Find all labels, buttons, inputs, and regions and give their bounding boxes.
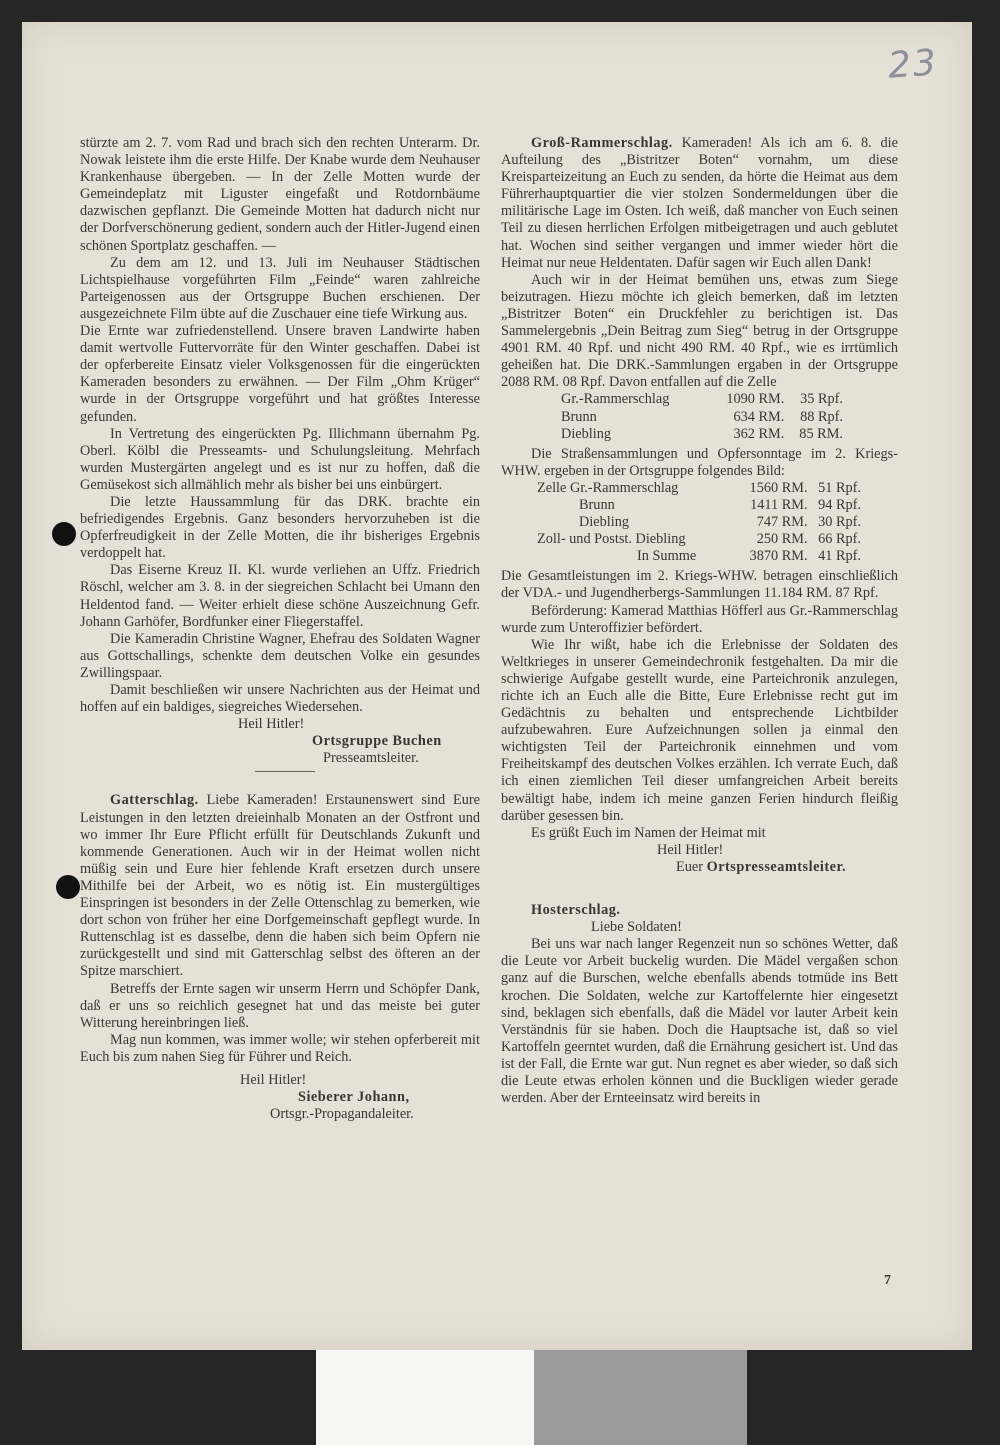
article-paragraph: Zu dem am 12. und 13. Juli im Neuhauser Städtischen Lichtspielhause vorgeführten Film „Feinde“ waren zahlreiche Parteigenossen aus der Ortsgruppe Buchen erschienen. Der ausgezeichnete Film übte auf die Zuschauer eine tiefe Wirkung aus. — [80, 254, 480, 322]
signature-title: Presseamtsleiter. — [323, 750, 419, 767]
signature-name: Ortsgruppe Buchen — [312, 733, 442, 750]
table-row — [537, 531, 861, 548]
table-cell-rpf: 30 Rpf. — [818, 514, 861, 531]
signature-line — [501, 859, 898, 876]
table-cell-rm: 747 RM. — [756, 514, 808, 531]
article-paragraph: Bei uns war nach langer Regenzeit nun so schönes Wetter, daß die Leute vor Arbeit buckelig wurden. Die Mädel vergaßen schon ganz auf die Burschen, welche ebenfalls abends totmüde ins Bett krochen. Die Soldaten, welche zur Kartoffelernte hier eingesetzt sind, beklagen sich ebenfalls, daß die Mädel vor lauter Arbeit kein Verständnis für sie haben. Doch die Hauptsache ist, daß so viel Kartoffeln geerntet wurden, daß die Ernährung gesichert ist. Und das ist der Fall, die Ernte war gut. Nun regnet es aber wieder, so daß sich die Leute etwas erholen können und die Buckligen wieder gerade werden. Aber der Ernteeinsatz wird bereits in — [501, 936, 898, 1107]
table-cell-rpf: 66 Rpf. — [818, 531, 861, 548]
article-paragraph: Die Ernte war zufriedenstellend. Unsere braven Landwirte haben damit wertvolle Futtervorräte für den Winter geschaffen. Dabei ist der opferbereite Einsatz vieler Volksgenossen für die eingerückten Kameraden besonders zu erwähnen. — Der Film „Ohm Krüger“ wurde in der Ortsgruppe vorgeführt und hat größtes Interesse gefunden. — [80, 323, 480, 425]
table-cell-label: Gr.-Rammerschlag — [561, 391, 670, 408]
table-cell-rm: 1411 RM. — [750, 496, 808, 513]
page-number: 7 — [884, 1273, 891, 1288]
whw-collection-table — [537, 480, 861, 565]
article-paragraph: Liebe Kameraden! Erstaunenswert sind Eure Leistungen in den letzten dreieinhalb Monaten an der Ostfront und wo immer Ihr Eure Pflicht erfüllt für Deutschlands Zukunft und kommende Generationen. Auch wir in der Heimat wollen nicht müßig sein und Eure hier fehlende Kraft ersetzen durch unsere Mithilfe bei der Arbeit, wo es nötig ist. Ein mustergültiges Einspringen ist besonders in der Zelle Ottenschlag zu bemerken, wie dort schon von früher her eine Dorfgemeinschaft gepflegt wurde. In Ruttenschlag ist es dasselbe, denn die haben sich beim Opfern nie zurückgestellt und sind mit Gatterschlag selbst des öfteren an der Spitze marschiert. — [80, 792, 480, 980]
signature-greeting: Heil Hitler! — [240, 1071, 307, 1088]
signature-prefix: Euer — [676, 858, 703, 875]
table-row — [537, 514, 861, 531]
salutation: Liebe Soldaten! — [591, 919, 682, 936]
section-divider — [255, 771, 315, 772]
article-paragraph: In Vertretung des eingerückten Pg. Illichmann übernahm Pg. Oberl. Kölbl die Presseamts- und Schulungsleitung. Mehrfach wurden Mustergärten angelegt und es ist nur zu hoffen, daß die Gemüsekost sich allmählich mehr als bisher bei uns einbürgert. — [80, 425, 480, 493]
article-paragraph: Damit beschließen wir unsere Nachrichten aus der Heimat und hoffen auf ein baldiges, siegreiches Wiedersehen. — [80, 682, 480, 716]
table-cell-rm: 3870 RM. — [749, 548, 808, 565]
table-row — [561, 426, 843, 443]
article-paragraph: stürzte am 2. 7. vom Rad und brach sich den rechten Unterarm. Dr. Nowak leistete ihm die erste Hilfe. Der Knabe wurde dem Neuhauser Krankenhause übergeben. — In der Zelle Motten wurde der Gemeindeplatz mit Liguster eingefaßt und Rotdornbäume dazwischen gepflanzt. Die Gemeinde Motten hat dadurch nicht nur der Dorfverschönerung gedient, sondern auch der Hitler-Jugend einen schönen Sportplatz geschaffen. — — [80, 135, 480, 254]
handwritten-page-number: 23 — [886, 42, 940, 87]
article-paragraph: Es grüßt Euch im Namen der Heimat mit — [531, 824, 766, 841]
table-row — [561, 391, 843, 408]
table-row-total — [537, 548, 861, 565]
table-cell-label: Brunn — [579, 496, 615, 513]
section-heading: Gatterschlag. — [110, 792, 199, 809]
table-cell-rpf: 41 Rpf. — [818, 548, 861, 565]
section-heading: Groß-Rammerschlag. — [531, 135, 673, 151]
table-cell-rpf: 35 Rpf. — [800, 391, 843, 408]
table-cell-rpf: 51 Rpf. — [818, 479, 861, 496]
left-column — [80, 135, 480, 1123]
signature-name: Sieberer Johann, — [298, 1089, 410, 1106]
signature-title: Ortsgr.-Propagandaleiter. — [270, 1106, 414, 1123]
drk-collection-table — [561, 391, 843, 442]
article-paragraph: Die Straßensammlungen und Opfersonntage im 2. Kriegs-WHW. ergeben in der Ortsgruppe folgendes Bild: — [501, 445, 898, 479]
right-column — [501, 135, 898, 1107]
table-cell-rm: 634 RM. — [733, 408, 785, 425]
table-cell-rpf: 88 Rpf. — [800, 408, 843, 425]
table-cell-label: Brunn — [561, 408, 597, 425]
article-paragraph: Die Gesamtleistungen im 2. Kriegs-WHW. betragen einschließlich der VDA.- und Jugendherbergs-Sammlungen 11.184 RM. 87 Rpf. — [501, 568, 898, 602]
calibration-card-white — [316, 1350, 534, 1445]
article-paragraph: Kameraden! Als ich am 6. 8. die Aufteilung des „Bistritzer Boten“ vornahm, um diese Kreisparteizeitung an Euch zu senden, da hörte die Heimat aus dem Führerhauptquartier die vier stolzen Sondermeldungen über die militärische Lage im Osten. Ich weiß, daß mancher von Euch seinen Teil zu diesen herrlichen Erfolgen mitbeigetragen und auch geblutet hat. Wochen sind seither vergangen und immer wieder hört die Heimat nur neue Heldentaten. Dafür sagen wir Euch allen Dank! — [501, 135, 898, 271]
punch-hole — [52, 522, 76, 546]
table-cell-rm: 362 RM. — [733, 425, 785, 442]
article-paragraph: Betreffs der Ernte sagen wir unserm Herrn und Schöpfer Dank, daß er uns so reichlich gesegnet hat und das meiste bei guter Witterung hereinbringen ließ. — [80, 980, 480, 1031]
table-cell-label: Diebling — [579, 514, 630, 531]
calibration-card-gray — [534, 1350, 747, 1445]
table-cell-label: Zoll- und Postst. Diebling — [537, 531, 686, 548]
punch-hole — [56, 875, 80, 899]
article-paragraph: Wie Ihr wißt, habe ich die Erlebnisse der Soldaten des Weltkrieges in unserer Gemeindechronik festgehalten. Da mir die schwierige Aufgabe gestellt wurde, eine Parteichronik anzulegen, richte ich an Euch alle die Bitte, Eure Erlebnisse recht gut im Gedächtnis zu behalten und entsprechende Lichtbilder aufzubewahren. Eure Aufzeichnungen sollen ja einmal den wichtigsten Teil der Parteichronik einnehmen und vom Freiheitskampf des deutschen Volkes erzählen. Ich verrate Euch, daß ich einen ziemlichen Teil dieser umfangreichen Arbeit bereits bewältigt habe, indem ich meine ganzen Ferien hindurch fleißig darüber gesessen bin. — [501, 636, 898, 824]
table-row — [537, 480, 861, 497]
article-paragraph: Das Eiserne Kreuz II. Kl. wurde verliehen an Uffz. Friedrich Röschl, welcher am 3. 8. in der siegreichen Schlacht bei Umann den Heldentod fand. — Weiter erhielt diese schöne Auszeichnung Gefr. Johann Garhöfer, Bordfunker einer Fliegerstaffel. — [80, 562, 480, 630]
table-row — [537, 497, 861, 514]
article-paragraph: Beförderung: Kamerad Matthias Höfferl aus Gr.-Rammerschlag wurde zum Unteroffizier befördert. — [501, 602, 898, 636]
table-cell-rm: 1090 RM. — [726, 391, 785, 408]
table-cell-rpf: 94 Rpf. — [818, 496, 861, 513]
signature-title: Ortspresseamtsleiter. — [706, 858, 847, 875]
signature-greeting: Heil Hitler! — [657, 841, 724, 858]
article-paragraph: Auch wir in der Heimat bemühen uns, etwas zum Siege beizutragen. Hiezu möchte ich gleich bemerken, daß im letzten „Bistritzer Boten“ ein Druckfehler zu berichtigen ist. Das Sammelergebnis „Dein Beitrag zum Sieg“ betrug in der Ortsgruppe 4901 RM. 40 Rpf. und nicht 490 RM. 40 Rpf., wie es irrtümlich geheißen hat. Die DRK.-Sammlungen ergaben in der Ortsgruppe 2088 RM. 08 Rpf. Davon entfallen auf die Zelle — [501, 271, 898, 391]
article-paragraph: Die letzte Haussammlung für das DRK. brachte ein befriedigendes Ergebnis. Ganz besonders hervorzuheben ist die Opferfreudigkeit in der Zelle Motten, die ihr bisheriges Ergebnis verdoppelt hat. — [80, 493, 480, 562]
article-paragraph: Mag nun kommen, was immer wolle; wir stehen opferbereit mit Euch bis zum nahen Sieg für Führer und Reich. — [80, 1031, 480, 1065]
table-cell-label: Zelle Gr.-Rammerschlag — [537, 479, 679, 496]
table-row — [561, 409, 843, 426]
table-cell-rpf: 85 RM. — [799, 425, 843, 442]
table-cell-rm: 250 RM. — [756, 531, 808, 548]
section-heading: Hosterschlag. — [531, 902, 621, 919]
table-cell-rm: 1560 RM. — [749, 479, 808, 496]
table-cell-label: In Summe — [637, 548, 697, 565]
article-paragraph: Die Kameradin Christine Wagner, Ehefrau des Soldaten Wagner aus Gottschallings, schenkte dem deutschen Volke ein gesundes Zwillingspaar. — [80, 630, 480, 681]
table-cell-label: Diebling — [561, 425, 612, 442]
signature-greeting: Heil Hitler! — [238, 716, 305, 733]
